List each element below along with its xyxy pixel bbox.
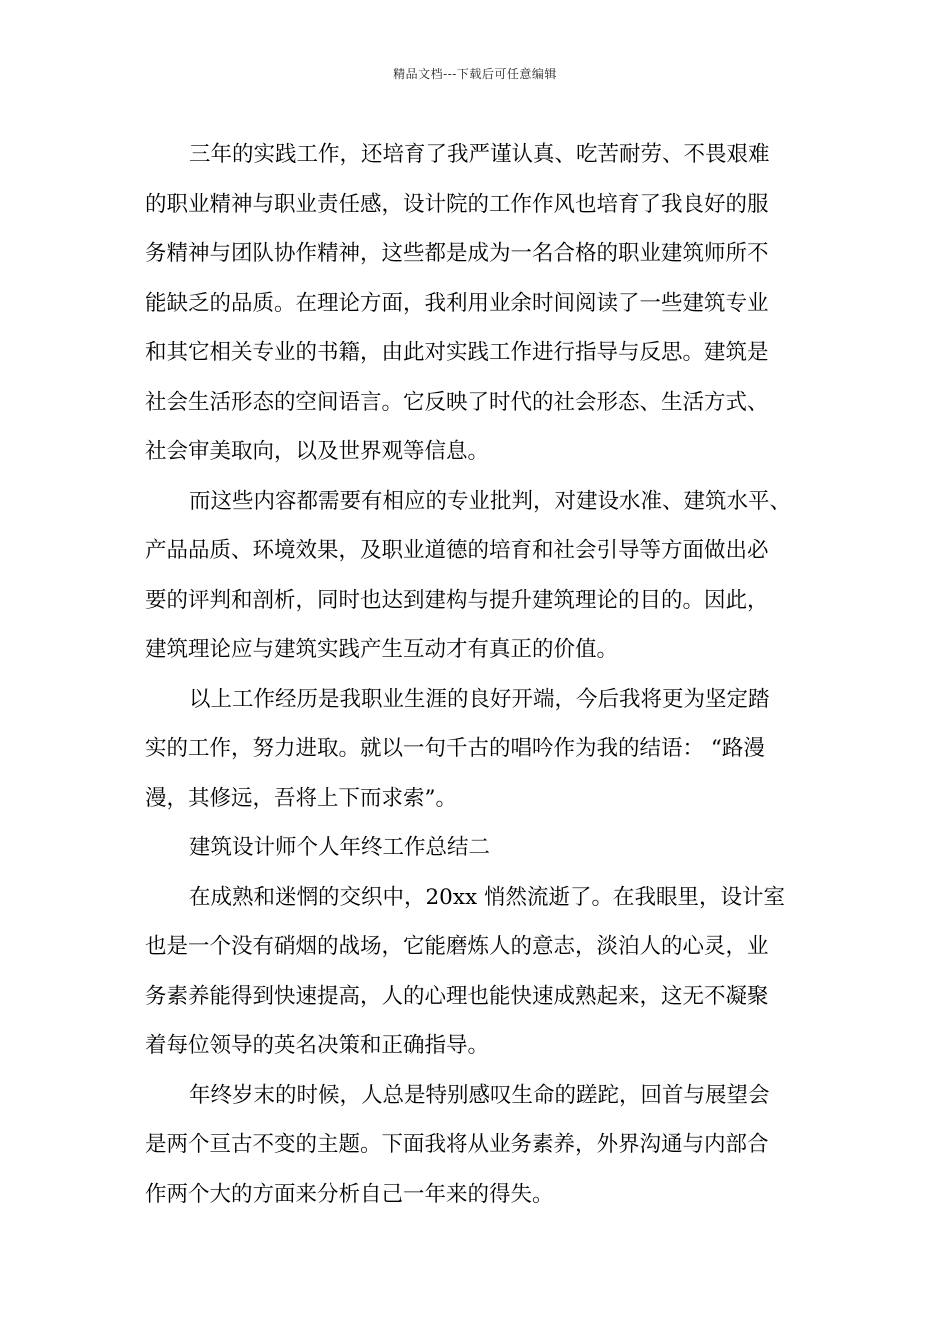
text-line: 而这些内容都需要有相应的专业批判，对建设水准、建筑水平、 bbox=[189, 488, 792, 514]
paragraph bbox=[145, 130, 810, 477]
paragraph bbox=[145, 873, 810, 1071]
paragraph bbox=[145, 675, 810, 824]
text-line: 漫，其修远，吾将上下而求索”。 bbox=[145, 785, 457, 811]
text-line: 实的工作，努力进取。就以一句千古的唱吟作为我的结语： “路漫 bbox=[145, 736, 765, 761]
text-line: 的职业精神与职业责任感，设计院的工作作风也培育了我良好的服 bbox=[145, 191, 769, 217]
text-line: 以上工作经历是我职业生涯的良好开端，今后我将更为坚定踏 bbox=[189, 686, 770, 712]
text-line: 要的评判和剖析，同时也达到建构与提升建筑理论的目的。因此， bbox=[145, 587, 769, 613]
text-line: 社会生活形态的空间语言。它反映了时代的社会形态、生活方式、 bbox=[145, 389, 769, 415]
text-line: 是两个亘古不变的主题。下面我将从业务素养，外界沟通与内部合 bbox=[145, 1132, 769, 1157]
paragraph bbox=[145, 1071, 810, 1220]
page-header: 精品文档---下载后可任意编辑 bbox=[393, 67, 557, 81]
text-line: 也是一个没有硝烟的战场，它能磨炼人的意志，淡泊人的心灵，业 bbox=[145, 934, 769, 959]
text-line: 三年的实践工作，还培育了我严谨认真、吃苦耐劳、不畏艰难 bbox=[189, 142, 770, 167]
text-line: 年终岁末的时候，人总是特别感叹生命的蹉跎，回首与展望会 bbox=[189, 1082, 770, 1108]
text-line: 务素养能得到快速提高，人的心理也能快速成熟起来，这无不凝聚 bbox=[145, 983, 769, 1009]
text-line: 产品品质、环境效果，及职业道德的培育和社会引导等方面做出必 bbox=[145, 538, 769, 563]
text-line: 作两个大的方面来分析自己一年来的得失。 bbox=[145, 1181, 554, 1207]
text-line: 社会审美取向，以及世界观等信息。 bbox=[145, 439, 490, 464]
text-line: 务精神与团队协作精神，这些都是成为一名合格的职业建筑师所不 bbox=[145, 241, 769, 266]
section-heading bbox=[145, 823, 810, 873]
text-line: 建筑理论应与建筑实践产生互动才有真正的价值。 bbox=[145, 637, 619, 662]
text-line: 能缺乏的品质。在理论方面，我利用业余时间阅读了一些建筑专业 bbox=[145, 290, 769, 316]
text-line: 在成熟和迷惘的交织中，20xx 悄然流逝了。在我眼里，设计室 bbox=[189, 884, 785, 910]
document-body bbox=[145, 130, 810, 1219]
text-line: 和其它相关专业的书籍，由此对实践工作进行指导与反思。建筑是 bbox=[145, 340, 769, 365]
heading-line: 建筑设计师个人年终工作总结二 bbox=[189, 835, 491, 860]
text-line: 着每位领导的英名决策和正确指导。 bbox=[145, 1033, 490, 1058]
paragraph bbox=[145, 477, 810, 675]
